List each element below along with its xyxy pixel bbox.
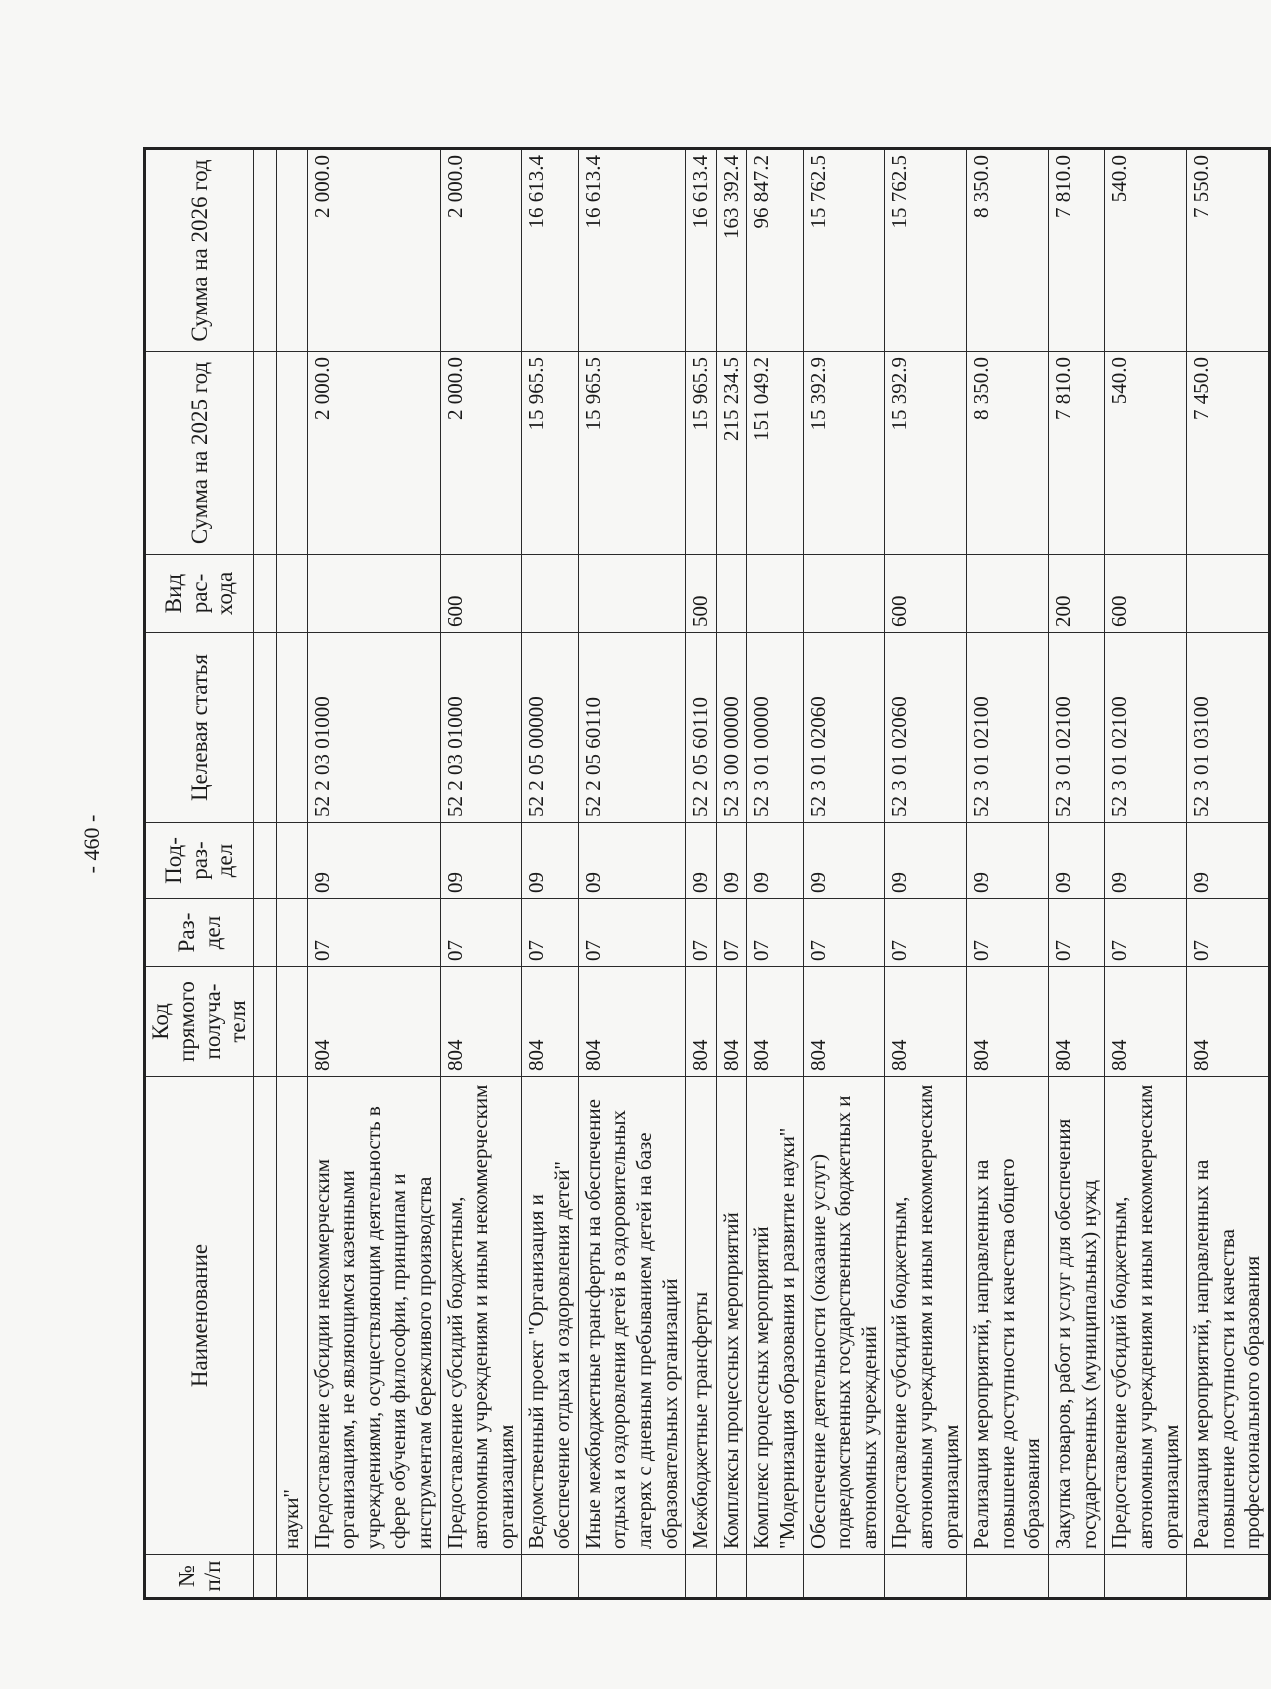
cell-num [967, 1555, 1049, 1599]
cell-sum2025: 15 965.5 [578, 352, 685, 555]
cell-sum2026: 16 613.4 [522, 149, 578, 352]
cell-target: 52 3 01 02060 [803, 633, 885, 823]
cell-section: 07 [1187, 899, 1270, 967]
cell-sum2026: 7 810.0 [1049, 149, 1105, 352]
cell-name: Комплекс процессных мероприятий "Модернизация образования и развитие науки" [747, 1077, 803, 1555]
cell-recipient: 804 [1187, 967, 1270, 1077]
header-subsection: Под-раз-дел [145, 823, 254, 899]
cell-sum2026: 16 613.4 [686, 149, 717, 352]
cell-subsection: 09 [716, 823, 747, 899]
cell-target: 52 3 01 02100 [1105, 633, 1187, 823]
table-row [277, 149, 308, 1599]
cell-section: 07 [1049, 899, 1105, 967]
table-row [1187, 149, 1270, 1599]
cell-section: 07 [307, 899, 440, 967]
cell-section: 07 [967, 899, 1049, 967]
table-row [1105, 149, 1187, 1599]
cell-recipient: 804 [522, 967, 578, 1077]
cell-num [747, 1555, 803, 1599]
cell-expense: 600 [1105, 555, 1187, 633]
cell-target: 52 3 01 02100 [967, 633, 1049, 823]
cell-num [686, 1555, 717, 1599]
cell-sum2026: 96 847.2 [747, 149, 803, 352]
header-num: № п/п [145, 1555, 254, 1599]
cell-section: 07 [716, 899, 747, 967]
cell-num [522, 1555, 578, 1599]
cell-name: Предоставление субсидии некоммерческим организациям, не являющимся казенными учреждениями, осуществляющим деятельность в сфере обучения философии, принципам и инструментам бережливого производства [307, 1077, 440, 1555]
table-row-spacer [254, 149, 277, 1599]
cell-target: 52 3 01 02100 [1049, 633, 1105, 823]
cell-section: 07 [686, 899, 717, 967]
cell-sum2025: 15 392.9 [803, 352, 885, 555]
cell-target: 52 3 01 03100 [1187, 633, 1270, 823]
cell-target: 52 3 00 00000 [716, 633, 747, 823]
cell-target: 52 3 01 00000 [747, 633, 803, 823]
cell-num [307, 1555, 440, 1599]
cell-section: 07 [578, 899, 685, 967]
header-name: Наименование [145, 1077, 254, 1555]
cell-sum2025: 7 450.0 [1187, 352, 1270, 555]
cell-num [716, 1555, 747, 1599]
cell-name: Закупка товаров, работ и услуг для обеспечения государственных (муниципальных) нужд [1049, 1077, 1105, 1555]
table-row [578, 149, 685, 1599]
cell-expense [1187, 555, 1270, 633]
cell-section: 07 [522, 899, 578, 967]
rotated-table-wrapper [143, 150, 1265, 1600]
cell-subsection: 09 [522, 823, 578, 899]
header-row [145, 149, 254, 1599]
cell-name: Предоставление субсидий бюджетным, автономным учреждениям и иным некоммерческим организациям [1105, 1077, 1187, 1555]
header-sum2026: Сумма на 2026 год [145, 149, 254, 352]
cell-subsection: 09 [307, 823, 440, 899]
table-row [307, 149, 440, 1599]
cell-name: Обеспечение деятельности (оказание услуг) подведомственных государственных бюджетных и автономных учреждений [803, 1077, 885, 1555]
cell-sum2026: 540.0 [1105, 149, 1187, 352]
cell-name: Реализация мероприятий, направленных на повышение доступности и качества профессионального образования [1187, 1077, 1270, 1555]
cell-name: Ведомственный проект "Организация и обеспечение отдыха и оздоровления детей" [522, 1077, 578, 1555]
cell-recipient [277, 967, 308, 1077]
cell-sum2025: 7 810.0 [1049, 352, 1105, 555]
cell-recipient: 804 [967, 967, 1049, 1077]
cell-recipient: 804 [803, 967, 885, 1077]
cell-recipient: 804 [307, 967, 440, 1077]
cell-sum2025: 15 965.5 [522, 352, 578, 555]
cell-sum2025 [277, 352, 308, 555]
cell-section: 07 [747, 899, 803, 967]
table-row [1049, 149, 1105, 1599]
cell-subsection: 09 [803, 823, 885, 899]
cell-recipient: 804 [747, 967, 803, 1077]
cell-subsection: 09 [440, 823, 522, 899]
cell-sum2026: 15 762.5 [885, 149, 967, 352]
cell-sum2026: 7 550.0 [1187, 149, 1270, 352]
header-target: Целевая статья [145, 633, 254, 823]
table-row [716, 149, 747, 1599]
cell-expense [578, 555, 685, 633]
cell-target: 52 3 01 02060 [885, 633, 967, 823]
cell-sum2025: 2 000.0 [307, 352, 440, 555]
cell-sum2026 [277, 149, 308, 352]
cell-recipient: 804 [885, 967, 967, 1077]
table-row [686, 149, 717, 1599]
cell-num [277, 1555, 308, 1599]
cell-sum2026: 8 350.0 [967, 149, 1049, 352]
cell-section [277, 899, 308, 967]
cell-num [1105, 1555, 1187, 1599]
cell-section: 07 [885, 899, 967, 967]
cell-num [1049, 1555, 1105, 1599]
cell-sum2026: 2 000.0 [307, 149, 440, 352]
cell-subsection: 09 [1187, 823, 1270, 899]
cell-recipient: 804 [716, 967, 747, 1077]
cell-expense: 500 [686, 555, 717, 633]
table-row [803, 149, 885, 1599]
cell-sum2025: 2 000.0 [440, 352, 522, 555]
cell-subsection: 09 [967, 823, 1049, 899]
cell-sum2026: 16 613.4 [578, 149, 685, 352]
cell-recipient: 804 [578, 967, 685, 1077]
cell-num [578, 1555, 685, 1599]
table-row [440, 149, 522, 1599]
cell-name: Реализация мероприятий, направленных на повышение доступности и качества общего образования [967, 1077, 1049, 1555]
cell-num [803, 1555, 885, 1599]
table-body [254, 149, 1270, 1599]
cell-num [885, 1555, 967, 1599]
cell-expense [716, 555, 747, 633]
header-sum2025: Сумма на 2025 год [145, 352, 254, 555]
cell-expense: 200 [1049, 555, 1105, 633]
cell-name: Предоставление субсидий бюджетным, автономным учреждениям и иным некоммерческим организациям [440, 1077, 522, 1555]
table-row [522, 149, 578, 1599]
cell-name: Межбюджетные трансферты [686, 1077, 717, 1555]
cell-subsection: 09 [1049, 823, 1105, 899]
cell-expense [747, 555, 803, 633]
budget-table [143, 147, 1271, 1600]
cell-sum2025: 15 965.5 [686, 352, 717, 555]
cell-subsection: 09 [747, 823, 803, 899]
cell-target: 52 2 03 01000 [307, 633, 440, 823]
cell-recipient: 804 [1105, 967, 1187, 1077]
cell-recipient: 804 [1049, 967, 1105, 1077]
cell-sum2025: 215 234.5 [716, 352, 747, 555]
header-expense: Вид рас-хода [145, 555, 254, 633]
table-row [967, 149, 1049, 1599]
cell-num [1187, 1555, 1270, 1599]
cell-subsection [277, 823, 308, 899]
cell-subsection: 09 [1105, 823, 1187, 899]
cell-subsection: 09 [578, 823, 685, 899]
cell-subsection: 09 [885, 823, 967, 899]
cell-sum2026: 163 392.4 [716, 149, 747, 352]
table-row [747, 149, 803, 1599]
cell-expense [277, 555, 308, 633]
cell-num [440, 1555, 522, 1599]
cell-sum2025: 8 350.0 [967, 352, 1049, 555]
cell-target [277, 633, 308, 823]
header-recipient: Код прямого получа-теля [145, 967, 254, 1077]
table-row [885, 149, 967, 1599]
cell-section: 07 [1105, 899, 1187, 967]
cell-target: 52 2 05 60110 [578, 633, 685, 823]
cell-expense: 600 [440, 555, 522, 633]
cell-target: 52 2 05 60110 [686, 633, 717, 823]
cell-section: 07 [803, 899, 885, 967]
cell-expense [803, 555, 885, 633]
cell-expense [307, 555, 440, 633]
cell-recipient: 804 [686, 967, 717, 1077]
cell-expense [522, 555, 578, 633]
cell-target: 52 2 05 00000 [522, 633, 578, 823]
cell-recipient: 804 [440, 967, 522, 1077]
cell-expense: 600 [885, 555, 967, 633]
cell-name: Иные межбюджетные трансферты на обеспечение отдыха и оздоровления детей в оздоровительных лагерях с дневным пребыванием детей на базе образовательных организаций [578, 1077, 685, 1555]
cell-sum2025: 151 049.2 [747, 352, 803, 555]
cell-name: Комплексы процессных мероприятий [716, 1077, 747, 1555]
cell-target: 52 2 03 01000 [440, 633, 522, 823]
page-number: - 460 - [79, 814, 104, 874]
cell-sum2025: 540.0 [1105, 352, 1187, 555]
cell-section: 07 [440, 899, 522, 967]
cell-expense [967, 555, 1049, 633]
cell-sum2026: 2 000.0 [440, 149, 522, 352]
cell-name: Предоставление субсидий бюджетным, автономным учреждениям и иным некоммерческим организациям [885, 1077, 967, 1555]
header-section: Раз-дел [145, 899, 254, 967]
cell-subsection: 09 [686, 823, 717, 899]
cell-sum2025: 15 392.9 [885, 352, 967, 555]
cell-name: науки" [277, 1077, 308, 1555]
cell-sum2026: 15 762.5 [803, 149, 885, 352]
